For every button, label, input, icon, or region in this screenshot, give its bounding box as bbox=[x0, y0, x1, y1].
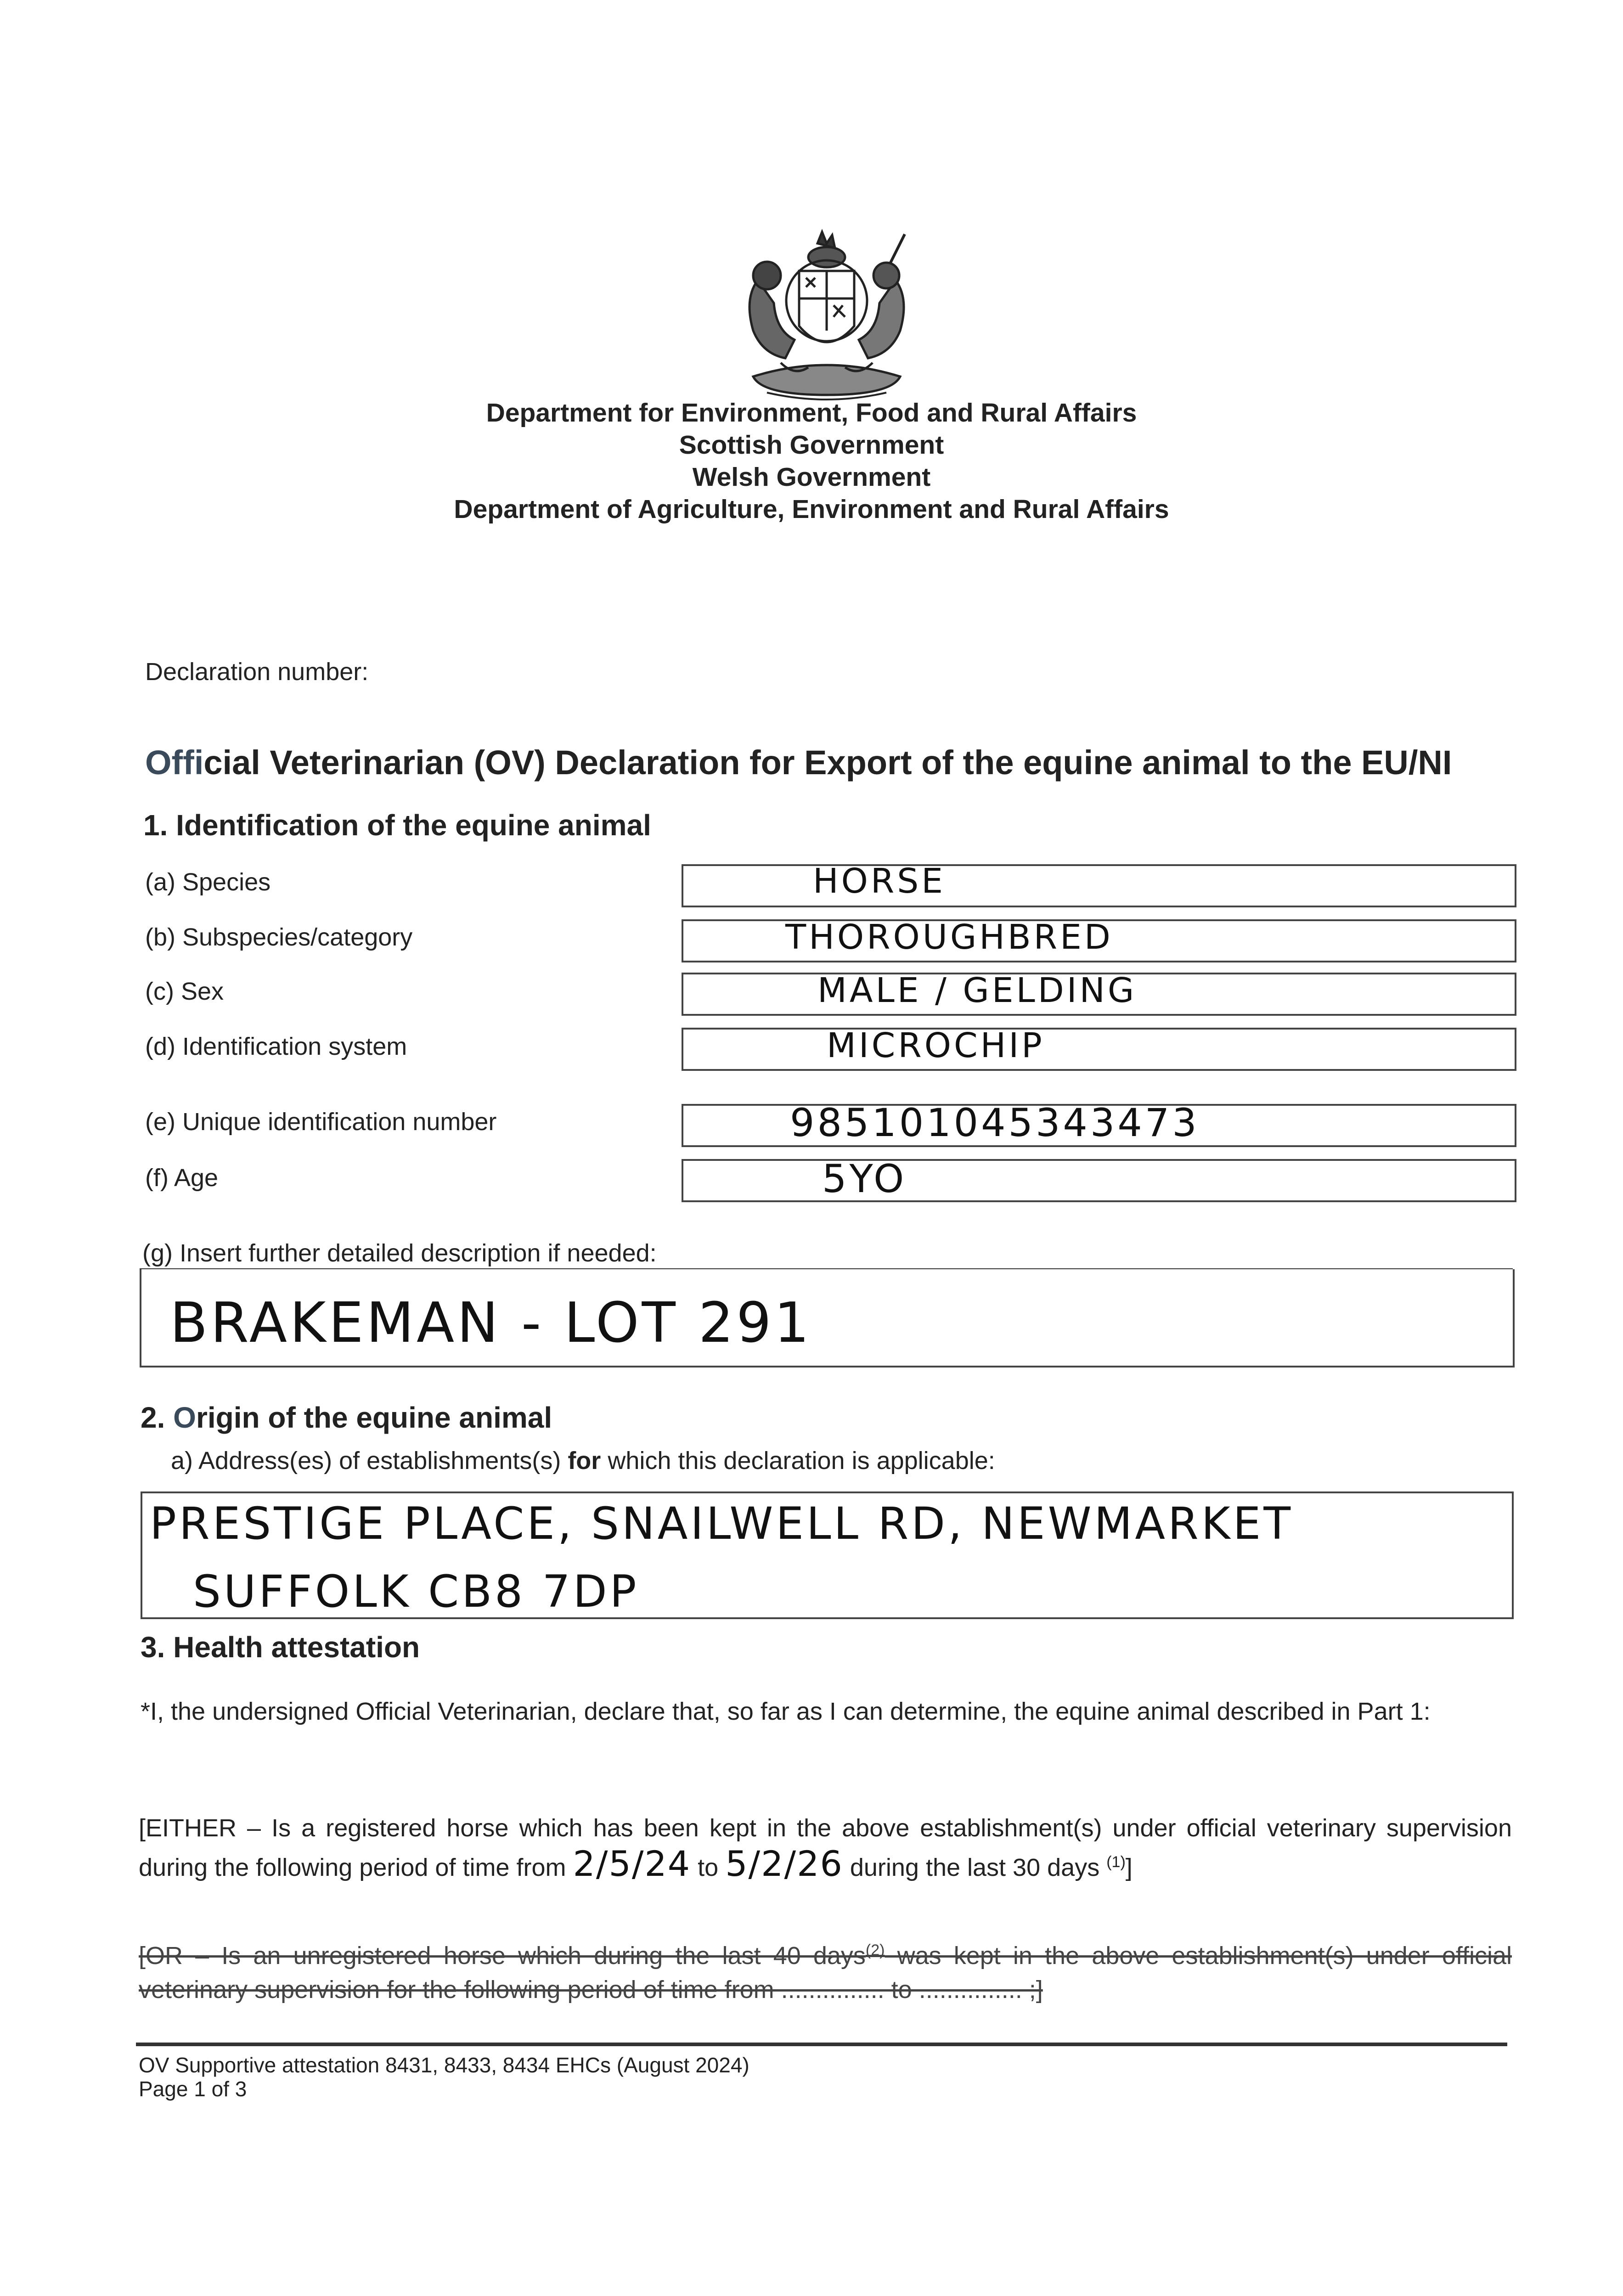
title-accent: Offi bbox=[145, 743, 204, 782]
section-2-heading bbox=[141, 1401, 552, 1435]
section-2-number: 2. bbox=[141, 1401, 174, 1434]
species-label: (a) Species bbox=[145, 868, 271, 896]
either-from-date: 2/5/24 bbox=[573, 1843, 691, 1884]
footer-reference: OV Supportive attestation 8431, 8433, 8434 EHCs (August 2024) bbox=[139, 2053, 750, 2077]
either-to-date: 5/2/26 bbox=[725, 1843, 843, 1884]
health-intro-text: *I, the undersigned Official Veterinarian, declare that, so far as I can determine, the equine animal described in Part 1: bbox=[141, 1698, 1431, 1725]
address-line-2: SUFFOLK CB8 7DP bbox=[193, 1566, 639, 1617]
footer-page-number: Page 1 of 3 bbox=[139, 2077, 247, 2101]
section-2-accent: O bbox=[173, 1401, 196, 1434]
species-value: HORSE bbox=[813, 861, 946, 901]
address-label bbox=[171, 1446, 995, 1475]
department-welsh-government: Welsh Government bbox=[692, 462, 931, 492]
age-field[interactable] bbox=[682, 1159, 1516, 1202]
declaration-number-label: Declaration number: bbox=[145, 658, 369, 686]
section-2-rest: rigin of the equine animal bbox=[196, 1401, 552, 1434]
title-rest: cial Veterinarian (OV) Declaration for Export of the equine animal to the EU/NI bbox=[203, 743, 1452, 782]
department-scottish-government: Scottish Government bbox=[679, 430, 944, 460]
either-close: ] bbox=[1125, 1854, 1133, 1881]
age-value: 5YO bbox=[822, 1156, 907, 1201]
either-to-word: to bbox=[698, 1854, 719, 1881]
unique-id-label: (e) Unique identification number bbox=[145, 1108, 497, 1136]
footer-divider bbox=[136, 2043, 1507, 2046]
department-daera: Department of Agriculture, Environment and Rural Affairs bbox=[454, 495, 1169, 524]
either-clause bbox=[139, 1811, 1512, 1885]
section-1-heading: 1. Identification of the equine animal bbox=[143, 809, 651, 842]
identification-system-field[interactable] bbox=[682, 1028, 1516, 1071]
either-text: [EITHER – Is a registered horse which has been kept in the above establishment(s) under official veterinary supervision during the following period of time from bbox=[139, 1814, 1512, 1881]
address-label-pre: a) Address(es) of establishments(s) bbox=[171, 1447, 568, 1474]
unique-id-value: 985101045343473 bbox=[790, 1100, 1200, 1145]
address-line-1: PRESTIGE PLACE, SNAILWELL RD, NEWMARKET bbox=[150, 1498, 1293, 1549]
page-title bbox=[145, 743, 1452, 782]
or-footnote-ref: (2) bbox=[865, 1941, 885, 1959]
age-label: (f) Age bbox=[145, 1164, 219, 1192]
department-defra: Department for Environment, Food and Rural Affairs bbox=[486, 398, 1137, 428]
subspecies-value: THOROUGHBRED bbox=[785, 917, 1113, 957]
section-3-heading: 3. Health attestation bbox=[141, 1631, 420, 1664]
or-text-end: was kept in the above establishment(s) under official veterinary supervision for the following period of time from ............... to ............... ;] bbox=[139, 1942, 1512, 2003]
sex-value: MALE / GELDING bbox=[817, 971, 1137, 1010]
address-label-post: which this declaration is applicable: bbox=[601, 1447, 995, 1474]
description-label: (g) Insert further detailed description if needed: bbox=[142, 1239, 657, 1267]
description-value: BRAKEMAN - LOT 291 bbox=[170, 1291, 812, 1355]
either-footnote-ref: (1) bbox=[1106, 1853, 1126, 1871]
royal-coat-of-arms-icon bbox=[726, 225, 928, 409]
species-field[interactable] bbox=[682, 864, 1516, 907]
subspecies-label: (b) Subspecies/category bbox=[145, 923, 413, 951]
either-text-end: during the last 30 days bbox=[850, 1854, 1100, 1881]
sex-label: (c) Sex bbox=[145, 978, 224, 1005]
or-text: [OR – Is an unregistered horse which during the last 40 days bbox=[139, 1942, 866, 1970]
identification-system-value: MICROCHIP bbox=[827, 1026, 1045, 1065]
identification-system-label: (d) Identification system bbox=[145, 1033, 407, 1060]
or-clause-struck bbox=[139, 1933, 1512, 2007]
address-label-bold: for bbox=[568, 1447, 601, 1474]
